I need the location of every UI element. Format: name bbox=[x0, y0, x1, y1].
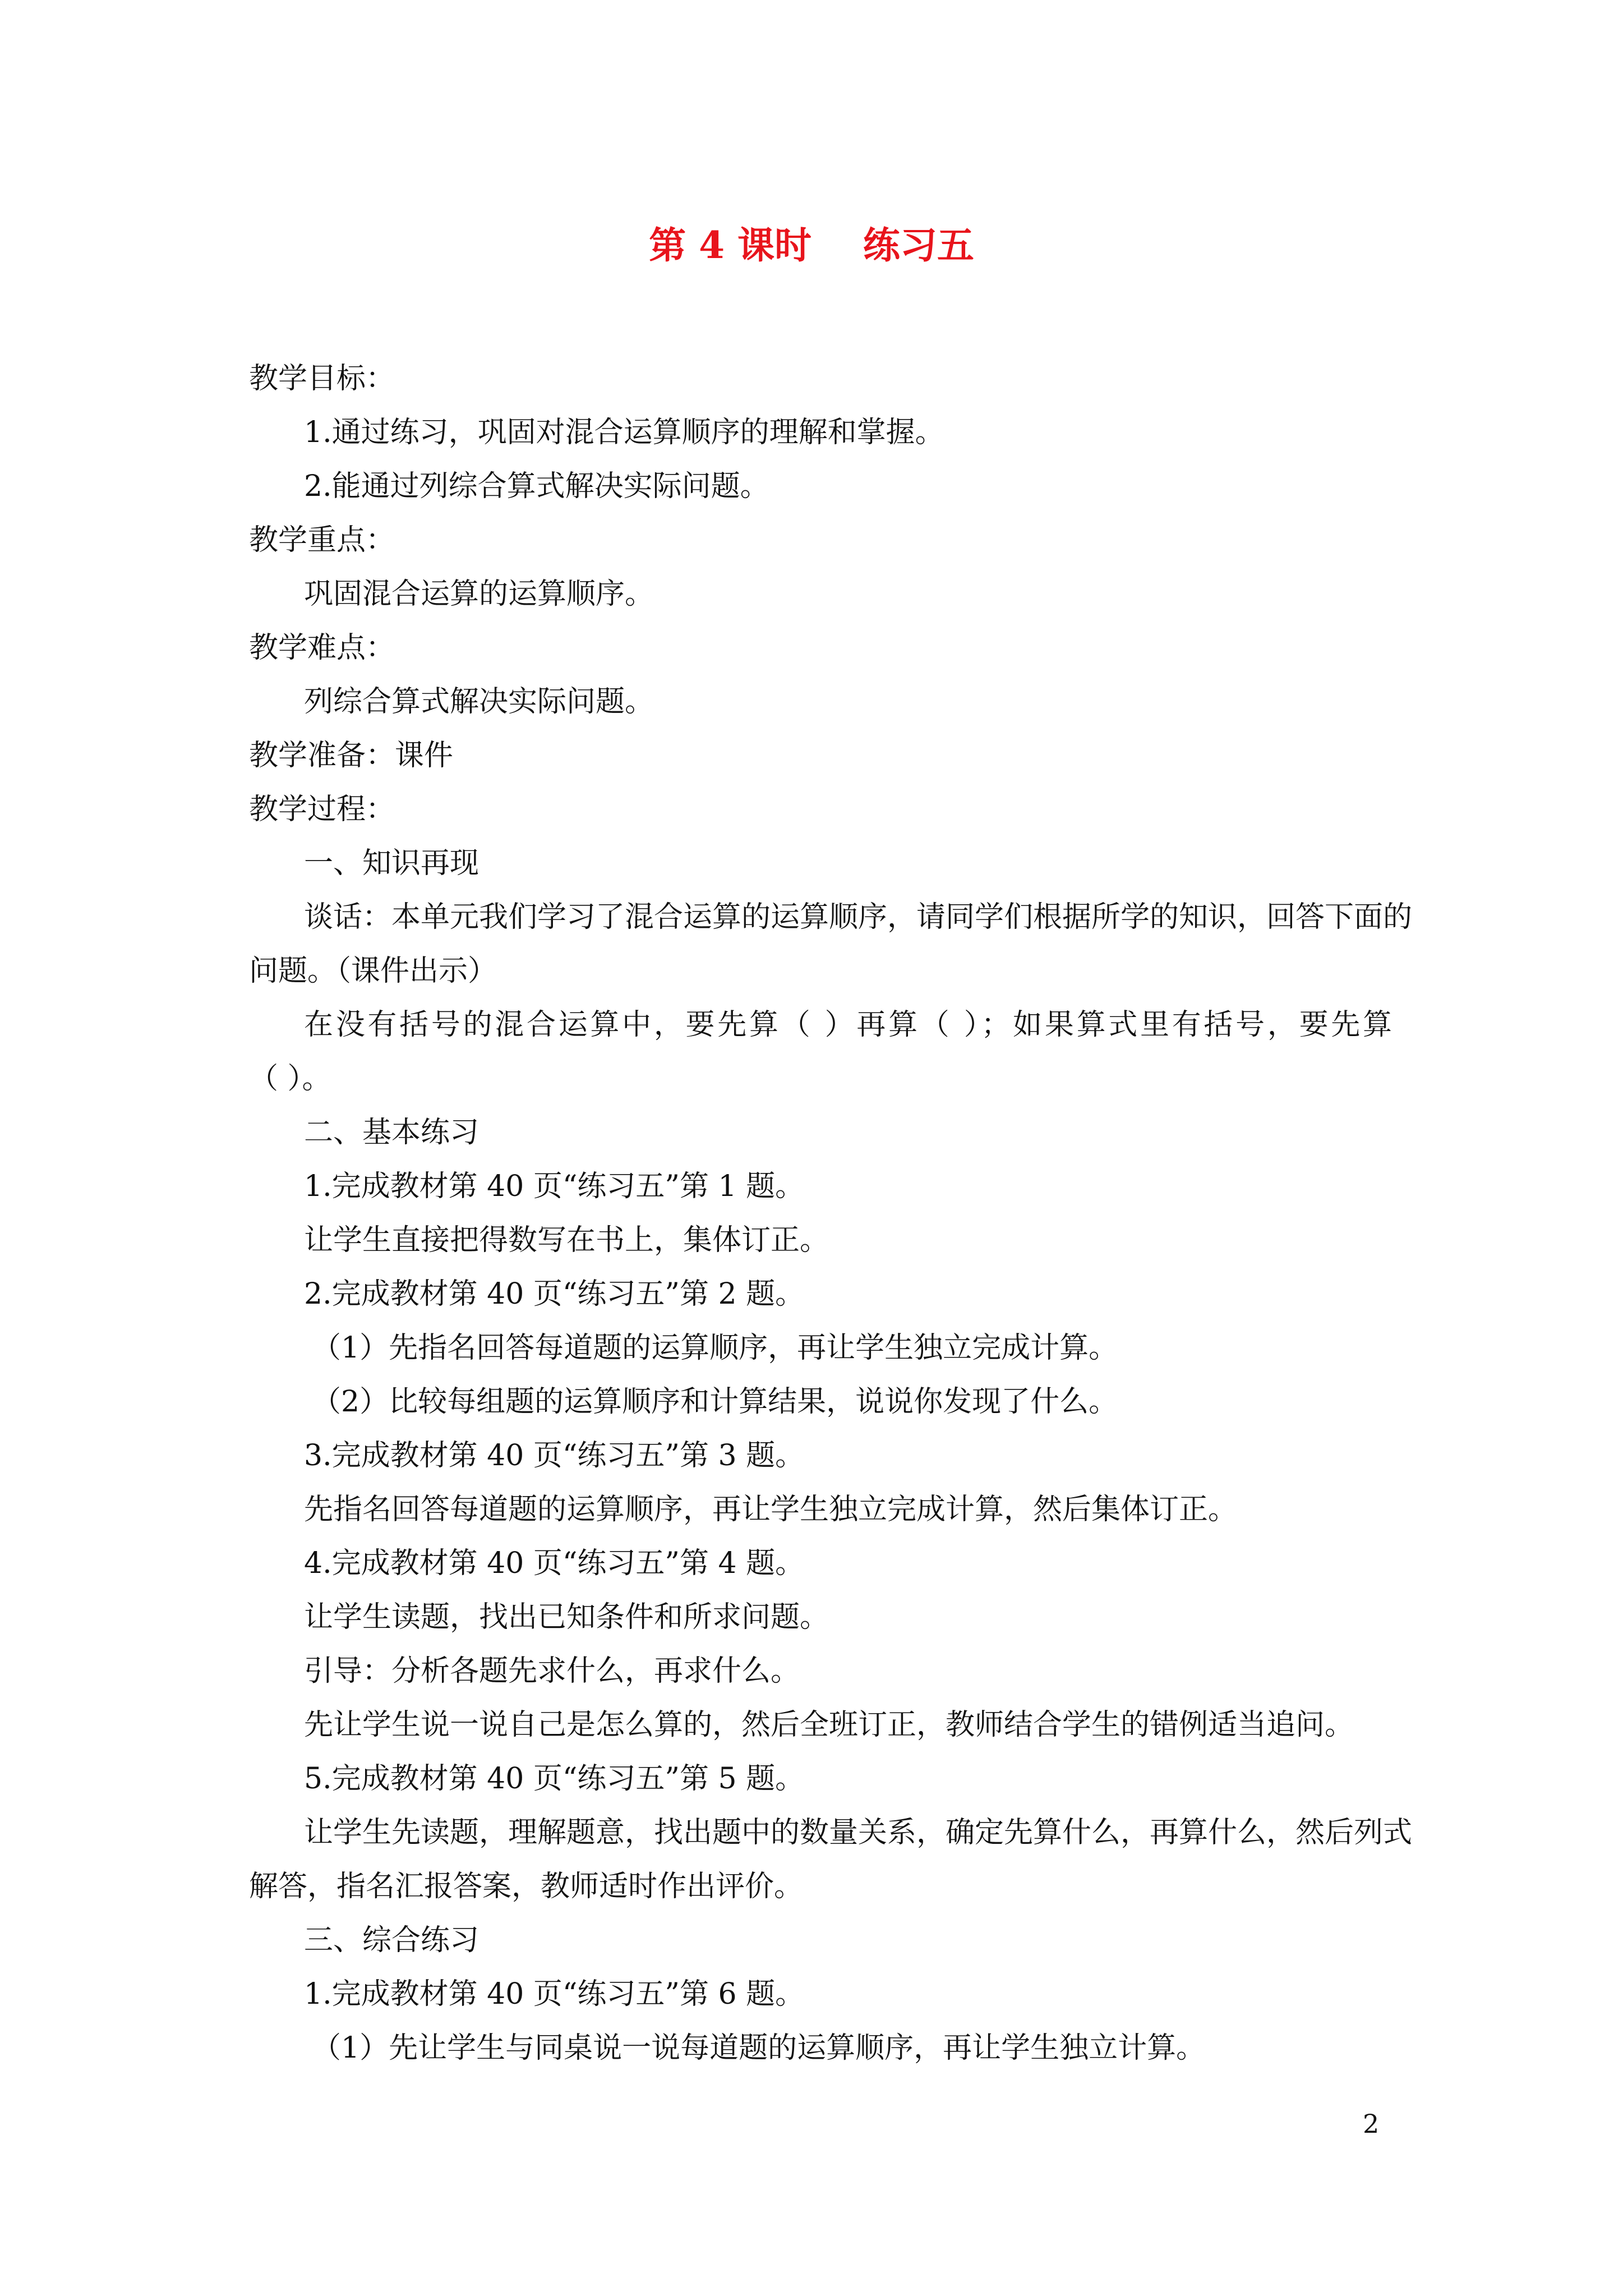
page-title: 第 4 课时 练习五 bbox=[649, 223, 974, 267]
sub-item: （1）先让学生与同桌说一说每道题的运算顺序，再让学生独立计算。 bbox=[312, 2031, 1206, 2065]
heading-teaching-goals: 教学目标： bbox=[249, 362, 395, 395]
paragraph-line: 先指名回答每道题的运算顺序，再让学生独立完成计算，然后集体订正。 bbox=[304, 1493, 1238, 1526]
key-point-text: 巩固混合运算的运算顺序。 bbox=[304, 577, 654, 611]
exercise-item: 1.完成教材第 40 页“练习五”第 6 题。 bbox=[304, 1977, 805, 2011]
difficulty-text: 列综合算式解决实际问题。 bbox=[304, 685, 654, 719]
paragraph-line: （ ）。 bbox=[249, 1062, 331, 1096]
paragraph-line: 问题。（课件出示） bbox=[249, 954, 497, 988]
heading-difficulties: 教学难点： bbox=[249, 631, 395, 665]
paragraph-line: 让学生读题，找出已知条件和所求问题。 bbox=[304, 1600, 829, 1634]
paragraph-line: 谈话：本单元我们学习了混合运算的运算顺序，请同学们根据所学的知识，回答下面的 bbox=[304, 900, 1413, 934]
exercise-item: 1.完成教材第 40 页“练习五”第 1 题。 bbox=[304, 1170, 805, 1203]
paragraph-line: 先让学生说一说自己是怎么算的，然后全班订正，教师结合学生的错例适当追问。 bbox=[304, 1708, 1354, 1742]
paragraph-line: 让学生直接把得数写在书上，集体订正。 bbox=[304, 1223, 829, 1257]
paragraph-line: 解答，指名汇报答案，教师适时作出评价。 bbox=[249, 1870, 804, 1903]
section-2-heading: 二、基本练习 bbox=[304, 1116, 479, 1149]
paragraph-line: 引导：分析各题先求什么，再求什么。 bbox=[304, 1654, 800, 1688]
exercise-item: 4.完成教材第 40 页“练习五”第 4 题。 bbox=[304, 1547, 805, 1580]
exercise-item: 2.完成教材第 40 页“练习五”第 2 题。 bbox=[304, 1277, 805, 1311]
exercise-item: 3.完成教材第 40 页“练习五”第 3 题。 bbox=[304, 1439, 805, 1473]
paragraph-line: 让学生先读题，理解题意，找出题中的数量关系，确定先算什么，再算什么，然后列式 bbox=[304, 1816, 1413, 1849]
heading-preparation: 教学准备：课件 bbox=[249, 739, 454, 772]
section-3-heading: 三、综合练习 bbox=[304, 1924, 479, 1957]
heading-key-points: 教学重点： bbox=[249, 523, 395, 557]
goal-item-1: 1.通过练习，巩固对混合运算顺序的理解和掌握。 bbox=[304, 416, 944, 449]
sub-item: （1）先指名回答每道题的运算顺序，再让学生独立完成计算。 bbox=[312, 1331, 1118, 1365]
page-number: 2 bbox=[1363, 2109, 1380, 2139]
section-1-heading: 一、知识再现 bbox=[304, 846, 479, 880]
heading-process: 教学过程： bbox=[249, 793, 395, 826]
paragraph-line: 在没有括号的混合运算中，要先算（ ）再算（ ）；如果算式里有括号，要先算 bbox=[304, 1008, 1392, 1042]
goal-item-2: 2.能通过列综合算式解决实际问题。 bbox=[304, 470, 769, 503]
sub-item: （2）比较每组题的运算顺序和计算结果，说说你发现了什么。 bbox=[312, 1385, 1118, 1419]
exercise-item: 5.完成教材第 40 页“练习五”第 5 题。 bbox=[304, 1762, 805, 1796]
